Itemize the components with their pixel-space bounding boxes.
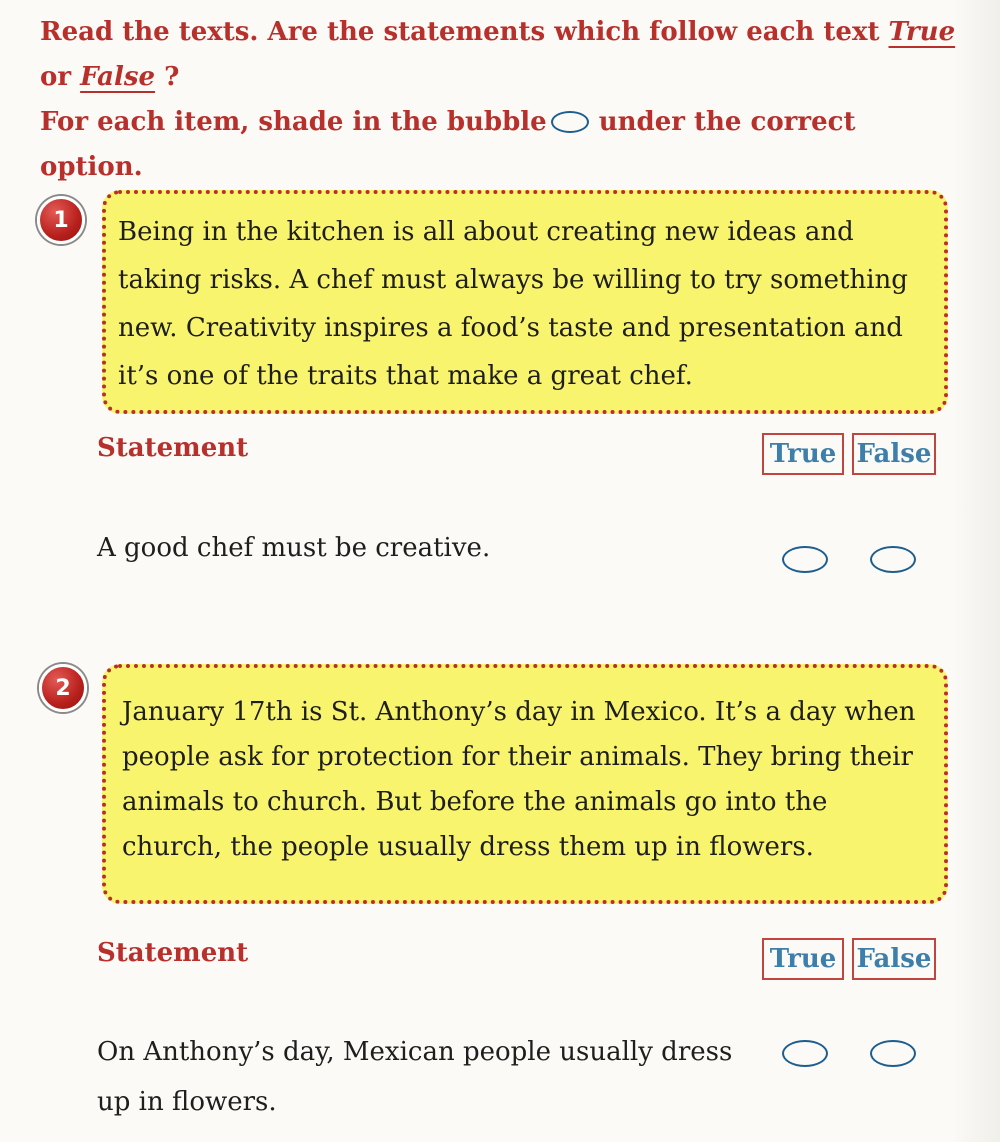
item-2-true-bubble[interactable] (782, 1040, 828, 1067)
item-1-text: Being in the kitchen is all about creating new ideas and taking risks. A chef must always be willing to try something new. Creativity inspires a food’s taste and presentation and it’s one of the traits that make a great chef. (118, 217, 908, 391)
instructions-line-1 (40, 10, 960, 55)
item-2-statement-label: Statement (97, 938, 249, 968)
item-1-false-bubble[interactable] (870, 546, 916, 573)
item-1-text-box (102, 190, 948, 414)
item-1-statement-label: Statement (97, 433, 249, 463)
item-2-text-box (102, 664, 948, 904)
instructions-or: or (40, 62, 81, 92)
item-1-true-header: True (762, 433, 844, 475)
instructions (40, 10, 960, 190)
true-word: True (888, 17, 956, 47)
instructions-line-3-text: For each item, shade in the bubble (40, 107, 547, 137)
false-word: False (80, 62, 156, 92)
item-2-false-header: False (852, 938, 936, 980)
item-2-statement: On Anthony’s day, Mexican people usually dress up in flowers. (97, 1037, 733, 1117)
instructions-line-2 (40, 55, 960, 100)
item-1-false-header: False (852, 433, 936, 475)
instructions-line-3 (40, 100, 960, 190)
item-2-text: January 17th is St. Anthony’s day in Mexico. It’s a day when people ask for protection for their animals. They bring their animals to church. But before the animals go into the church, the people usually dress them up in flowers. (122, 697, 916, 862)
item-2-false-bubble[interactable] (870, 1040, 916, 1067)
item-number-2-badge: 2 (39, 664, 87, 712)
bubble-example-icon (551, 111, 589, 133)
instructions-question-mark: ? (155, 62, 180, 92)
item-number-1-badge: 1 (37, 196, 85, 244)
item-2-true-header: True (762, 938, 844, 980)
instructions-line-1-text: Read the texts. Are the statements which follow each text (40, 17, 889, 47)
item-1-statement: A good chef must be creative. (97, 533, 491, 563)
instructions-line-3-suffix: under the correct option. (40, 107, 856, 182)
item-1-true-bubble[interactable] (782, 546, 828, 573)
